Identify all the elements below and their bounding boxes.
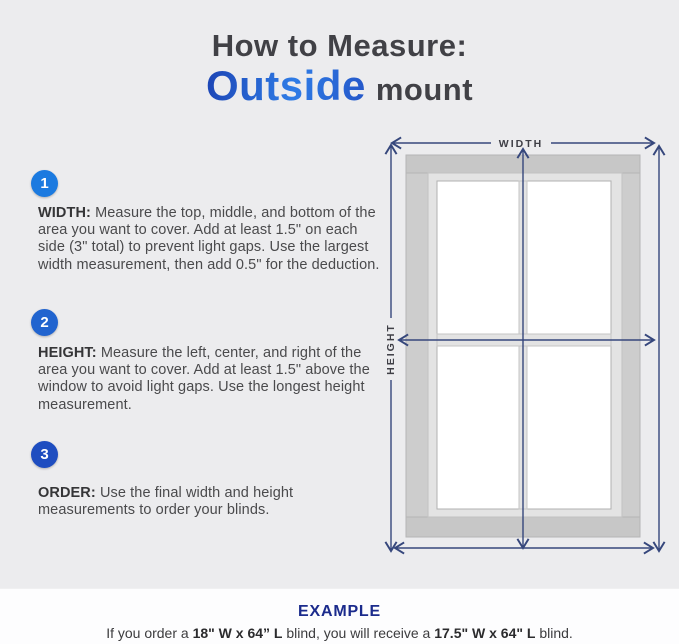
step-1-body: Measure the top, middle, and bottom of the area you want to cover. Add at least 1.5" on each side (3" total) to prevent light gaps. Use the largest width measurement, then add 0.5" for the deduction.: [38, 205, 380, 273]
example-ordered-size: 18" W x 64” L: [192, 625, 283, 641]
mount-type-emphasis: Outside: [205, 62, 366, 109]
step-3-body: Use the final width and height measurements to order your blinds.: [38, 485, 294, 519]
example-band: [0, 588, 679, 644]
mount-type-suffix: mount: [375, 72, 474, 107]
example-part-5: blind.: [535, 625, 573, 641]
page-title: How to Measure:: [211, 28, 468, 63]
window-diagram: [375, 130, 670, 565]
example-part-1: If you order a: [106, 625, 193, 641]
step-1-label: WIDTH:: [38, 205, 91, 221]
step-3-text: [38, 485, 388, 519]
page-subtitle: [0, 62, 679, 109]
step-2-body: Measure the left, center, and right of the area you want to cover. Add at least 1.5" above the window to avoid light gaps. Use the longest height measurement.: [38, 345, 370, 413]
example-received-size: 17.5" W x 64" L: [434, 625, 536, 641]
step-1-badge: 1: [31, 170, 58, 197]
example-sentence: [106, 625, 573, 642]
page-header: [0, 30, 679, 107]
step-3-badge: 3: [31, 441, 58, 468]
height-label: HEIGHT: [385, 323, 397, 375]
step-2-label: HEIGHT:: [38, 345, 97, 361]
example-part-3: blind, you will receive a: [282, 625, 435, 641]
step-1-text: [38, 205, 388, 274]
step-3-label: ORDER:: [38, 485, 96, 501]
step-2-text: [38, 345, 388, 414]
width-label: WIDTH: [498, 138, 544, 150]
step-2-badge: 2: [31, 309, 58, 336]
example-heading: EXAMPLE: [298, 603, 381, 620]
